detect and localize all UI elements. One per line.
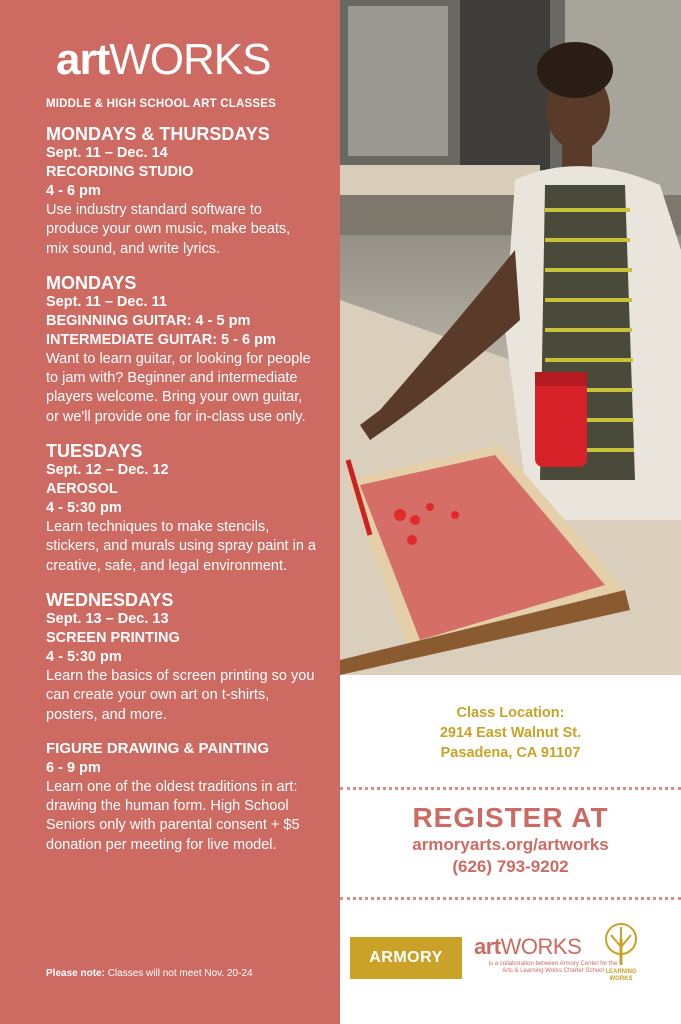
location-label: Class Location: <box>456 705 565 721</box>
section-title: FIGURE DRAWING & PAINTING <box>46 739 270 757</box>
divider <box>340 897 681 900</box>
logo-art: art <box>56 35 110 84</box>
section-description: Use industry standard software to produce your own music, make beats, mix sound, and write lyrics. <box>46 202 291 257</box>
section-description: Learn the basics of screen printing so you can create your own art on t-shirts, posters, and more. <box>46 667 315 723</box>
artworks-small-art: art <box>474 934 501 959</box>
section-figure-drawing <box>46 739 316 855</box>
section-title: TUESDAYS <box>46 441 143 462</box>
section-mondays <box>46 273 316 427</box>
register-heading: REGISTER AT <box>412 802 609 833</box>
info-panel <box>340 675 681 1024</box>
section-dates: Sept. 11 – Dec. 14 <box>46 145 168 161</box>
section-time: 4 - 5:30 pm <box>46 648 122 665</box>
section-time: 6 - 9 pm <box>46 759 101 776</box>
student-screen-printing-photo <box>340 0 681 675</box>
section-dates: Sept. 13 – Dec. 13 <box>46 610 169 627</box>
section-title: MONDAYS & THURSDAYS <box>46 124 270 144</box>
note-label: Please note: <box>46 968 105 979</box>
section-time: 4 - 6 pm <box>46 183 101 199</box>
register-block <box>340 802 681 878</box>
section-wednesdays <box>46 590 316 725</box>
learning-works-text: LEARNING WORKS <box>605 969 637 982</box>
note-text: Classes will not meet Nov. 20-24 <box>104 968 253 979</box>
section-class-name: SCREEN PRINTING <box>46 629 180 646</box>
location-street: 2914 East Walnut St. <box>439 725 582 741</box>
class-listing-panel <box>0 0 340 1024</box>
section-class-name: RECORDING STUDIO <box>46 164 194 180</box>
section-dates: Sept. 11 – Dec. 11 <box>46 293 167 310</box>
section-intermediate-guitar: INTERMEDIATE GUITAR: 5 - 6 pm <box>46 331 276 348</box>
partner-logos <box>340 915 681 995</box>
section-time: 4 - 5:30 pm <box>46 500 122 517</box>
schedule-note <box>46 968 253 979</box>
section-tuesdays <box>46 441 316 576</box>
logo-works: WORKS <box>109 35 271 84</box>
divider <box>340 787 681 790</box>
tagline: MIDDLE & HIGH SCHOOL ART CLASSES <box>46 98 277 110</box>
section-beginning-guitar: BEGINNING GUITAR: 4 - 5 pm <box>46 312 251 329</box>
armory-logo: ARMORY <box>350 937 462 979</box>
section-dates: Sept. 12 – Dec. 12 <box>46 462 169 479</box>
section-title: MONDAYS <box>46 272 137 293</box>
photo-illustration <box>340 0 681 675</box>
register-phone[interactable]: (626) 793-9202 <box>452 857 569 876</box>
section-title: WEDNESDAYS <box>46 589 174 610</box>
artworks-small-works: WORKS <box>500 934 582 959</box>
section-description: Learn techniques to make stencils, stickers, and murals using spray paint in a creative, safe, and legal environment. <box>46 519 316 574</box>
artworks-small-logo <box>474 935 581 959</box>
register-url[interactable]: armoryarts.org/artworks <box>412 835 609 854</box>
artworks-logo <box>56 35 316 84</box>
location-city: Pasadena, CA 91107 <box>440 745 581 761</box>
section-description: Want to learn guitar, or looking for people to jam with? Beginner and intermediate players welcome. Bring your own guitar, or we'll provide one for in-class use only. <box>46 350 311 425</box>
section-class-name: AEROSOL <box>46 481 118 498</box>
section-mon-thu <box>46 124 316 259</box>
section-description: Learn one of the oldest traditions in art: drawing the human form. High School Seniors only with parental consent + $5 donation per meeting for live model. <box>46 778 300 853</box>
class-location <box>340 703 681 763</box>
artworks-collaboration-text: is a collaboration between Armory Center for the Arts & Learning Works Charter School <box>488 961 618 974</box>
